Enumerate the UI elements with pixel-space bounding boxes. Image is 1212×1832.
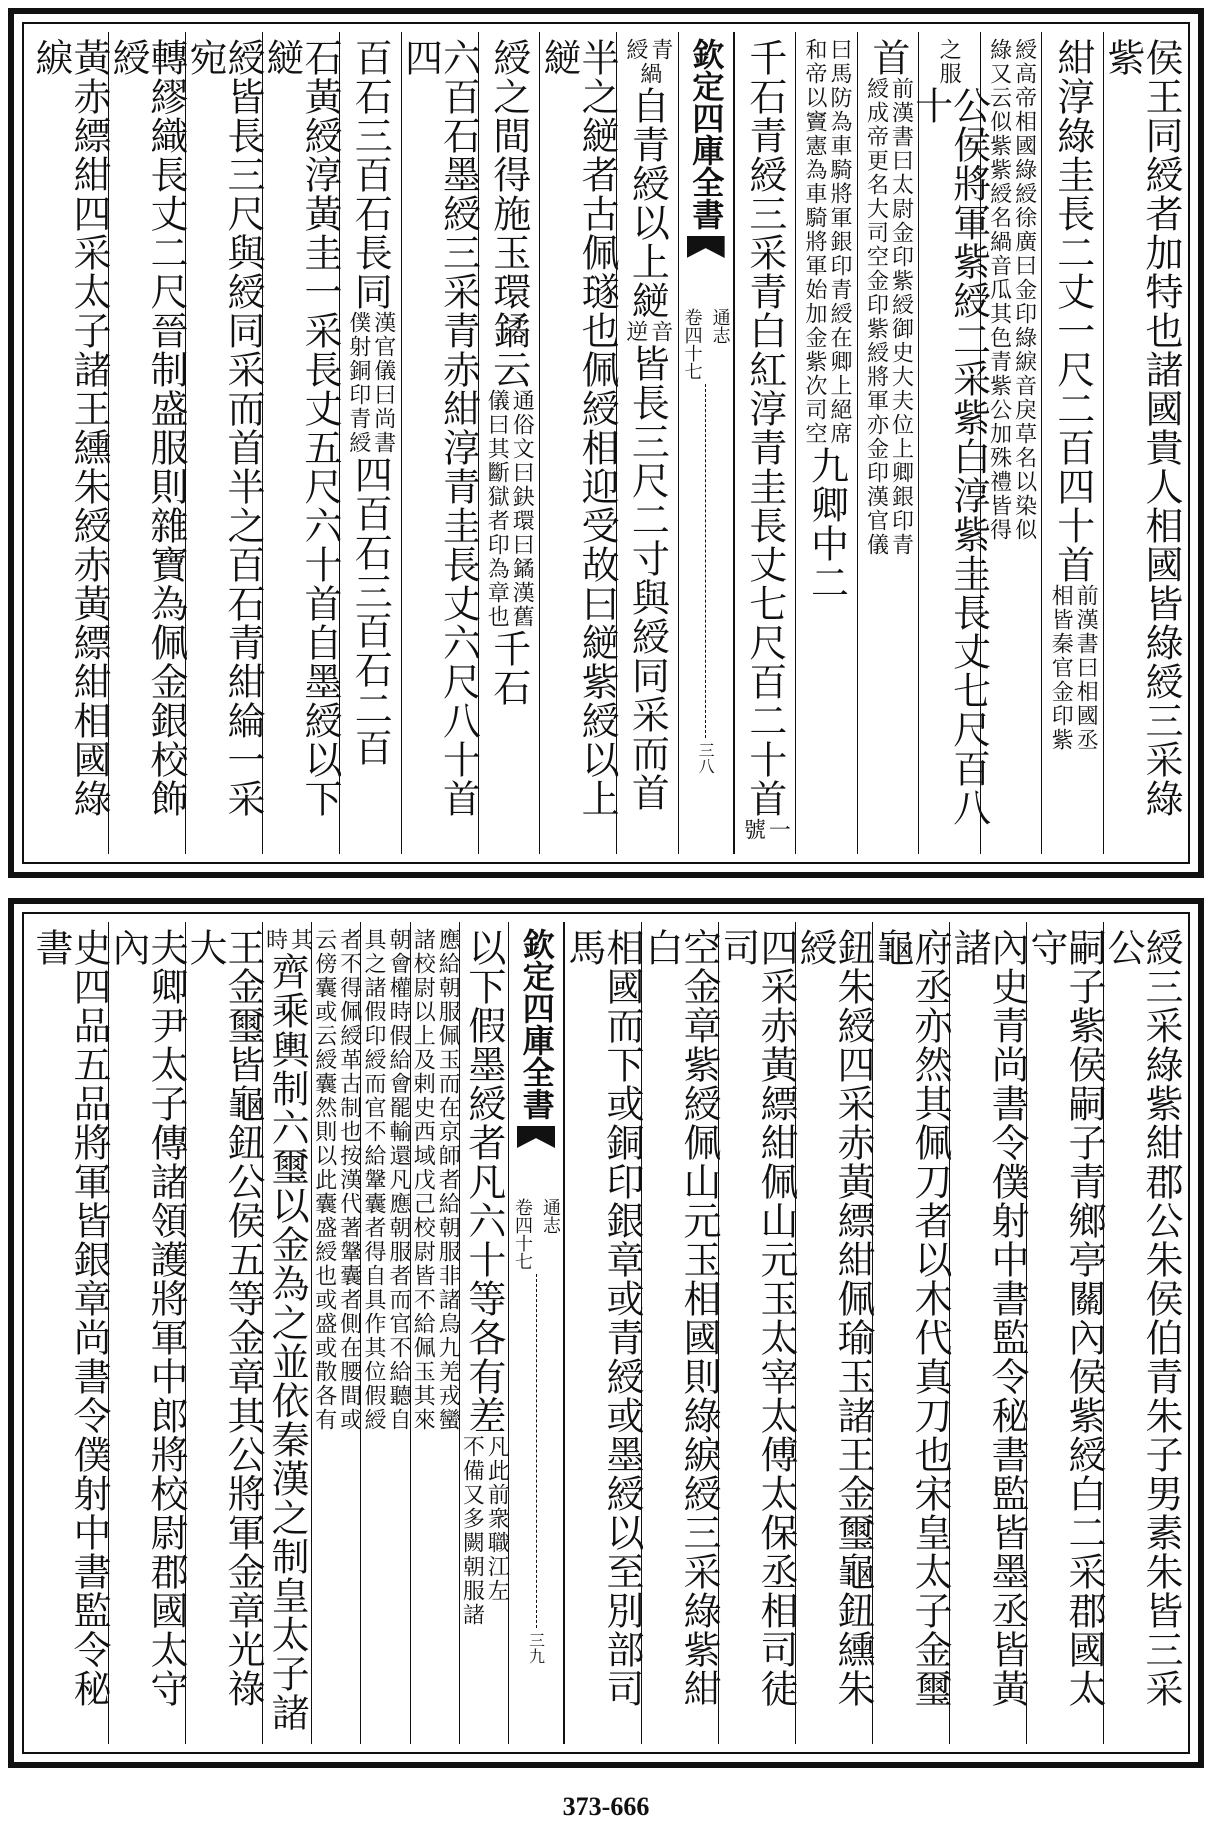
- main-text: 鈕朱綬四采赤黃縹紺佩瑜玉諸王金璽龜鈕纁朱綬: [793, 928, 875, 1708]
- bottom-page-columns: [28, 922, 1183, 1744]
- text-column: [105, 32, 188, 854]
- main-text: 內史青尚書令僕射中書監令秘書監皆墨丞皆黃諸: [947, 928, 1029, 1708]
- text-column: [259, 32, 342, 854]
- volume-label: [509, 1158, 563, 1270]
- annotation-line: 綬高帝相國綠綬徐廣曰金印綠綟音戾草名以染似: [1011, 38, 1037, 542]
- annotation: [410, 928, 461, 1432]
- annotation-line: 朝會權時假給會罷輸還凡應朝服者而官不給聽自: [385, 928, 411, 1432]
- text-column: [947, 922, 1029, 1744]
- main-text: 四采赤黃縹紺佩山元玉太宰太傅太保丞相司徒司: [716, 928, 798, 1708]
- text-column: [1024, 922, 1106, 1744]
- main-text: 半之縌者古佩璲也佩綬相迎受故曰縌紫綬以上縌: [537, 38, 620, 818]
- text-column: [182, 922, 265, 1744]
- annotation: [484, 389, 535, 629]
- fishtail-mark: [517, 1126, 555, 1148]
- text-column: [795, 32, 857, 854]
- text-column: [793, 922, 875, 1744]
- bottom-page: [8, 898, 1204, 1768]
- center-fold: [508, 922, 564, 1744]
- fold-rule: [705, 384, 706, 738]
- volume-line: 卷四十七: [512, 1198, 533, 1270]
- annotation-line: 不備又多闕朝服諸: [459, 1435, 485, 1627]
- center-fold: [678, 32, 734, 854]
- annotation: [459, 1435, 510, 1627]
- text-column: [1101, 922, 1183, 1744]
- annotation: [362, 928, 409, 1432]
- volume-label: [679, 268, 733, 380]
- annotation: [635, 62, 660, 86]
- volume-line: 卷四十七: [681, 308, 703, 380]
- main-text: 首: [866, 38, 911, 77]
- main-text: 空金章紫綬佩山元玉相國則綠綟綬三采綠紫紺白: [639, 928, 721, 1708]
- main-text: 六百石墨綬三采青赤紺淳青圭長丈六尺八十首四: [398, 38, 481, 818]
- annotation-line: 曰馬防為車騎將軍銀印青綬在卿上絕席: [826, 38, 852, 446]
- main-text: 皆長三尺二寸與綬同采而首: [625, 344, 670, 812]
- annotation-line: 應給朝服佩玉而在京師者給朝服非諸烏九羌戎蠻: [435, 928, 461, 1432]
- text-column: [734, 32, 796, 854]
- main-text: 石黃綬淳黃圭一采長丈五尺六十首自墨綬以下縌: [259, 38, 342, 818]
- text-column: [339, 32, 401, 854]
- main-text: 綬三采綠紫紺郡公朱侯伯青朱子男素朱皆三采公: [1101, 928, 1183, 1708]
- annotation: [264, 928, 311, 952]
- annotation-line: 諸校尉以上及剌史西域戊己校尉皆不給佩玉其來: [410, 928, 436, 1432]
- annotation-line: 僕射銅印青綬: [345, 311, 371, 455]
- annotation: [624, 320, 671, 344]
- volume-line: 通志: [540, 1198, 561, 1234]
- main-text: 府丞亦然其佩刀者以木代真刀也宋皇太子金璽龜: [870, 928, 952, 1708]
- main-text: 千石青綬三采青白紅淳青圭長丈七尺百二十首: [742, 38, 787, 818]
- book-title: 欽定四庫全書: [517, 928, 556, 1120]
- annotation-line: 前漢書曰太尉金印紫綬御史大夫位上卿銀印青: [888, 77, 914, 557]
- main-text: 綬之間得施玉環鐍云: [486, 38, 531, 389]
- text-column: [105, 922, 188, 1744]
- annotation: [740, 818, 791, 842]
- text-column: [857, 32, 919, 854]
- main-text: 四百石三百石二百: [348, 455, 393, 767]
- main-text: 王金璽皆龜鈕公侯五等金章其公將軍金章光祿大: [182, 928, 265, 1708]
- main-text: 以下假墨綬者凡六十等各有差: [461, 928, 506, 1435]
- annotation-line: 通俗文曰鈌環曰鐍漢舊: [509, 389, 535, 629]
- catalog-number: 373-666: [562, 1792, 650, 1821]
- page-number: 三九: [526, 1632, 546, 1664]
- main-text: 自青綬以上縌: [625, 86, 670, 320]
- text-column: [537, 32, 620, 854]
- annotation-line: 綬: [622, 38, 648, 62]
- annotation-line: 綠又云似紫紫綬名緺音瓜其色青紫公加殊禮皆得: [986, 38, 1012, 542]
- annotation-line: 時: [262, 928, 288, 952]
- main-text: 紺淳綠圭長二丈一尺二百四十首: [1050, 38, 1095, 584]
- main-text: 夫卿尹太子傳諸領護將軍中郎將校尉郡國太守內: [105, 928, 188, 1708]
- text-column: [870, 922, 952, 1744]
- text-column: [182, 32, 265, 854]
- annotation: [1048, 584, 1099, 752]
- text-column: [562, 922, 644, 1744]
- text-column: [398, 32, 481, 854]
- text-column: [980, 32, 1042, 854]
- text-column: [28, 922, 111, 1744]
- annotation-line: 其: [287, 928, 313, 952]
- top-page-columns: [28, 32, 1183, 854]
- annotation-line: 凡此前衆職江左: [484, 1435, 510, 1603]
- main-text: 綬皆長三尺與綬同采而首半之百石青紺綸一采宛: [182, 38, 265, 818]
- main-text: 相國而下或銅印銀章或青綬或墨綬以至別部司馬: [562, 928, 644, 1708]
- text-column: [28, 32, 111, 854]
- annotation-line: 逆: [622, 320, 648, 344]
- text-column: [639, 922, 721, 1744]
- annotation-line: 前漢書曰相國丞: [1073, 584, 1099, 752]
- fold-rule: [536, 1274, 537, 1628]
- annotation-line: 青: [647, 38, 673, 62]
- top-page: [8, 8, 1204, 878]
- text-column: [311, 922, 360, 1744]
- main-text: 齊乘輿制六璽以金為之並依秦漢之制皇太子諸: [265, 952, 310, 1732]
- main-text: 百石三百石長同: [348, 38, 393, 311]
- annotation: [313, 928, 360, 1432]
- text-column: [716, 922, 798, 1744]
- annotation-line: 和帝以竇憲為車騎將軍始加金紫次司空: [801, 38, 827, 446]
- main-text: 侯王同綬者加特也諸國貴人相國皆綠綬三采綠紫: [1101, 38, 1183, 818]
- main-text: 千石: [486, 629, 531, 707]
- annotation: [937, 38, 962, 86]
- annotation-line: 緺: [636, 62, 662, 86]
- annotation-line: 儀曰其斷獄者印為章也: [484, 389, 510, 629]
- annotation-line: 相皆秦官金印紫: [1048, 584, 1074, 752]
- annotation: [865, 77, 912, 557]
- page-number: 三八: [696, 742, 716, 774]
- book-title: 欽定四庫全書: [687, 38, 726, 230]
- text-column: [478, 32, 540, 854]
- text-column: [410, 922, 459, 1744]
- main-text: 嗣子紫侯嗣子青鄉亭關內侯紫綬白二采郡國太守: [1024, 928, 1106, 1708]
- annotation-line: 漢官儀曰尚書: [370, 311, 396, 455]
- annotation-line: 之服: [936, 38, 962, 86]
- text-column: [459, 922, 508, 1744]
- annotation-line: 云傍囊或云綬囊然則以此囊盛綬也或盛或散各有: [311, 928, 337, 1432]
- main-text: 轉繆織長丈二尺晉制盛服則雜寶為佩金銀校飾綬: [105, 38, 188, 818]
- text-column: [262, 922, 311, 1744]
- annotation: [347, 311, 394, 455]
- volume-line: 通志: [709, 308, 731, 344]
- annotation-line: 音: [647, 320, 673, 344]
- fishtail-mark: [687, 236, 725, 258]
- annotation-line: 者不得佩綬革古制也按漢代著鞶囊者側在腰間或: [336, 928, 362, 1432]
- text-column: [1041, 32, 1103, 854]
- annotation: [988, 38, 1035, 542]
- text-column: [616, 32, 678, 854]
- annotation: [624, 38, 671, 62]
- annotation-line: 綬成帝更名大司空金印紫綬將軍亦金印漢官儀: [863, 77, 889, 557]
- annotation: [803, 38, 850, 446]
- annotation-line: 一: [765, 818, 791, 842]
- annotation-line: 號: [740, 818, 766, 842]
- main-text: 黃赤縹紺四采太子諸王纁朱綬赤黃縹紺相國綠綟: [28, 38, 111, 818]
- annotation-line: 具之諸假印綬而官不給鞶囊者得自具作其位假綬: [360, 928, 386, 1432]
- text-column: [360, 922, 409, 1744]
- main-text: 公侯將軍紫綬二采紫白淳紫圭長丈七尺百八十: [908, 86, 991, 827]
- text-column: [1101, 32, 1183, 854]
- main-text: 九卿中二: [804, 446, 849, 602]
- main-text: 史四品五品將軍皆銀章尚書令僕射中書監令秘書: [28, 928, 111, 1708]
- text-column: [908, 32, 991, 854]
